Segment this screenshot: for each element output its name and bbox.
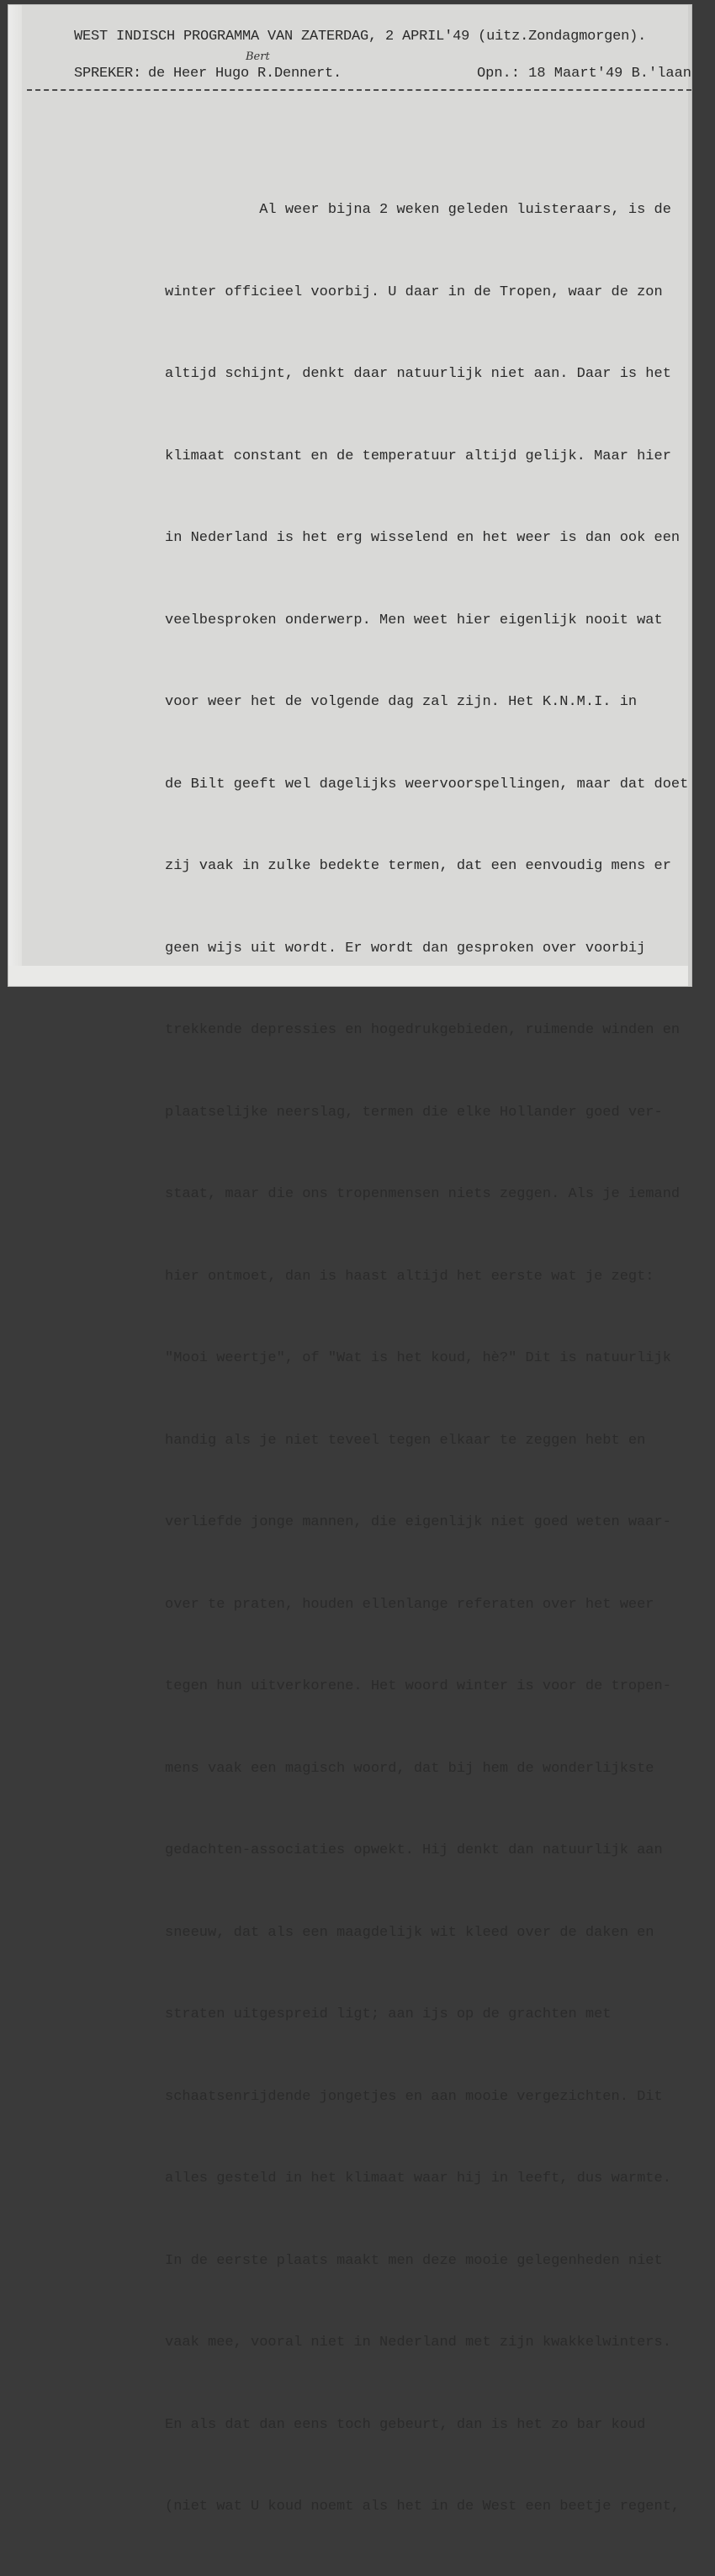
- body-line: En als dat dan eens toch gebeurt, dan is het zo bar koud: [165, 2416, 646, 2433]
- speaker-line: [74, 66, 342, 82]
- body-line: geen wijs uit wordt. Er wordt dan gesproken over voorbij: [165, 940, 646, 957]
- recording-info: Opn.: 18 Maart'49 B.'laan: [476, 66, 691, 82]
- body-line: Al weer bijna 2 weken geleden luisteraars, is de: [165, 202, 671, 218]
- body-line: tegen hun uitverkorene. Het woord winter is voor de tropen-: [165, 1678, 671, 1694]
- body-line: de Bilt geeft wel dagelijks weervoorspellingen, maar dat doet: [165, 776, 689, 792]
- body-line: veelbesproken onderwerp. Men weet hier eigenlijk nooit wat: [165, 612, 663, 628]
- body-line: staat, maar die ons tropenmensen niets zeggen. Als je iemand: [165, 1186, 681, 1202]
- body-line: gedachten-associaties opwekt. Hij denkt dan natuurlijk aan: [165, 1842, 663, 1858]
- body-line: in Nederland is het erg wisselend en het weer is dan ook een: [165, 530, 681, 546]
- body-line: winter officieel voorbij. U daar in de Tropen, waar de zon: [165, 284, 663, 300]
- header-divider: [27, 89, 691, 91]
- body-line: trekkende depressies en hogedrukgebieden, ruimende winden en: [165, 1022, 681, 1038]
- speaker-name: de Heer Hugo R.Dennert.: [148, 66, 342, 82]
- body-line: zij vaak in zulke bedekte termen, dat een eenvoudig mens er: [165, 858, 671, 874]
- body-line: mens vaak een magisch woord, dat bij hem de wonderlijkste: [165, 1760, 654, 1777]
- body-line: sneeuw, dat als een maagdelijk wit kleed over de daken en: [165, 1924, 654, 1941]
- body-line: vaak mee, vooral niet in Nederland met zijn kwakkelwinters.: [165, 2335, 671, 2351]
- body-line: altijd schijnt, denkt daar natuurlijk niet aan. Daar is het: [165, 366, 671, 382]
- handwritten-correction: Bert: [246, 50, 270, 63]
- body-line: handig als je niet teveel tegen elkaar te zeggen hebt en: [165, 1432, 646, 1449]
- body-line: voor weer het de volgende dag zal zijn. Het K.N.M.I. in: [165, 694, 638, 710]
- document-page: [8, 5, 691, 2515]
- body-text: [165, 142, 691, 2576]
- body-line: klimaat constant en de temperatuur altijd gelijk. Maar hier: [165, 448, 671, 464]
- body-line: over te praten, houden ellenlange referaten over het weer: [165, 1596, 654, 1613]
- body-line: (niet wat U koud noemt als het in de West een beetje regent,: [165, 2499, 681, 2515]
- body-line: straten uitgespreid ligt; aan ijs op de grachten met: [165, 2006, 612, 2022]
- body-line: In de eerste plaats maakt men deze mooie gelegenheden niet: [165, 2252, 663, 2269]
- body-line: verliefde jonge mannen, die eigenlijk niet goed weten waar-: [165, 1514, 671, 1530]
- body-line: hier ontmoet, dan is haast altijd het eerste wat je zegt:: [165, 1268, 654, 1285]
- body-line: plaatselijke neerslag, termen die elke Hollander goed ver-: [165, 1104, 663, 1121]
- body-line: "Mooi weertje", of "Wat is het koud, hè?" Dit is natuurlijk: [165, 1350, 671, 1366]
- program-title: WEST INDISCH PROGRAMMA VAN ZATERDAG, 2 APRIL'49 (uitz.Zondagmorgen).: [74, 29, 647, 45]
- speaker-label: SPREKER:: [74, 66, 142, 82]
- body-line: schaatsenrijdende jongetjes en aan mooie vergezichten. Dit: [165, 2088, 663, 2105]
- body-line: alles gesteld in het klimaat waar hij in leeft, dus warmte.: [165, 2171, 671, 2186]
